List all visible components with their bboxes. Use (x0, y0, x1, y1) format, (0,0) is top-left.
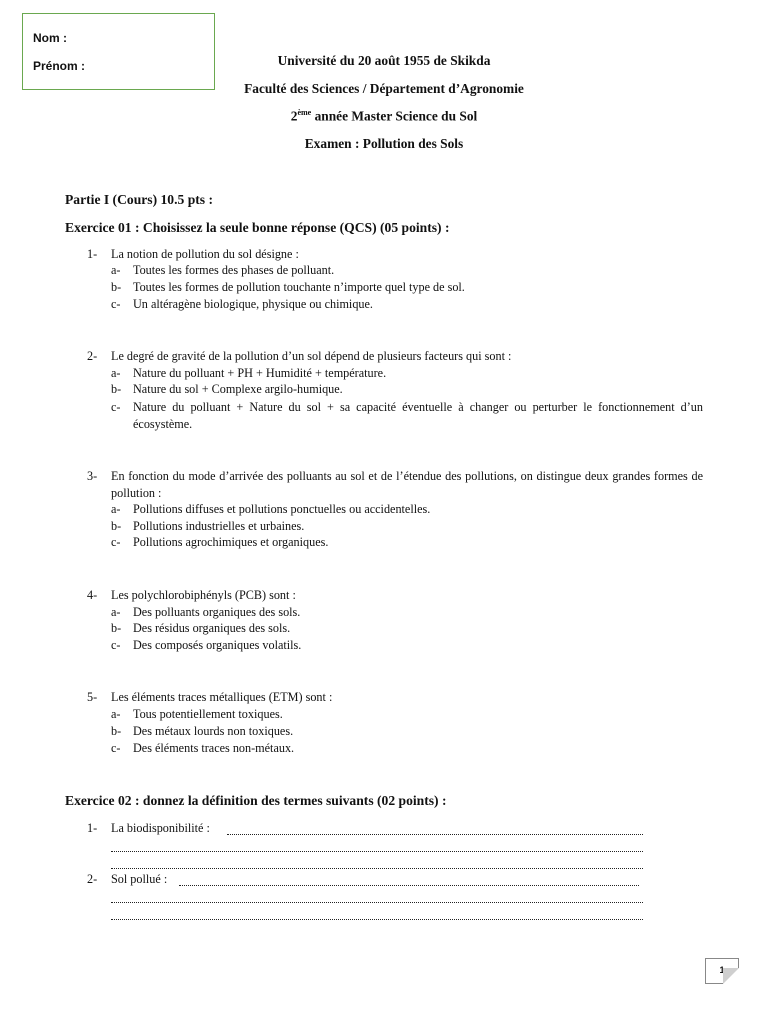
q5-option-b: Des métaux lourds non toxiques. (133, 724, 294, 738)
q3-option-c: Pollutions agrochimiques et organiques. (133, 535, 329, 549)
q1-option-b: Toutes les formes de pollution touchante n’importe quel type de sol. (133, 280, 465, 294)
q2-number: 2- (87, 349, 98, 363)
answer-line-2a[interactable] (179, 876, 639, 886)
q4-option-a: Des polluants organiques des sols. (133, 605, 301, 619)
q4-number: 4- (87, 588, 98, 602)
q2-option-b-letter: b- (111, 382, 122, 396)
q2-text: Le degré de gravité de la pollution d’un sol dépend de plusieurs facteurs qui sont : (111, 349, 512, 363)
prenom-label: Prénom : (33, 59, 86, 73)
q5-option-a-letter: a- (111, 707, 121, 721)
page-fold-icon (723, 968, 739, 984)
ex2-item2-number: 2- (87, 872, 98, 886)
level-rest: année Master Science du Sol (311, 108, 478, 124)
ex2-item2-term: Sol pollué : (111, 872, 168, 886)
q4-option-b: Des résidus organiques des sols. (133, 621, 291, 635)
q1-option-c-letter: c- (111, 297, 121, 311)
q4-option-a-letter: a- (111, 605, 121, 619)
q4-option-c: Des composés organiques volatils. (133, 638, 302, 652)
ex2-title: Exercice 02 : donnez la définition des termes suivants (02 points) : (65, 793, 447, 808)
q5-option-c: Des éléments traces non-métaux. (133, 741, 295, 755)
q3-option-a: Pollutions diffuses et pollutions ponctuelles ou accidentelles. (133, 502, 431, 516)
answer-line-1a[interactable] (227, 825, 643, 835)
q2-option-b: Nature du sol + Complexe argilo-humique. (133, 382, 343, 396)
answer-line-2b[interactable] (111, 893, 643, 903)
q1-text: La notion de pollution du sol désigne : (111, 247, 299, 261)
q1-option-c: Un altéragène biologique, physique ou chimique. (133, 297, 373, 311)
answer-line-2c[interactable] (111, 910, 643, 920)
q5-text: Les éléments traces métalliques (ETM) sont : (111, 690, 333, 704)
q3-text: En fonction du mode d’arrivée des polluants au sol et de l’étendue des pollutions, on distingue deux grandes formes de pollution : (111, 469, 703, 500)
nom-label: Nom : (33, 31, 67, 45)
name-box (22, 13, 215, 90)
q3-option-c-letter: c- (111, 535, 121, 549)
level-sup: ème (297, 108, 312, 117)
q4-text: Les polychlorobiphényls (PCB) sont : (111, 588, 296, 602)
q3-option-b: Pollutions industrielles et urbaines. (133, 519, 305, 533)
q3-option-a-letter: a- (111, 502, 121, 516)
answer-line-1c[interactable] (111, 859, 643, 869)
ex2-item1-term: La biodisponibilité : (111, 821, 210, 835)
q2-option-a-letter: a- (111, 366, 121, 380)
q4-option-b-letter: b- (111, 621, 122, 635)
page-number-box (705, 958, 739, 984)
faculty-title: Faculté des Sciences / Département d’Agronomie (244, 81, 524, 96)
university-title: Université du 20 août 1955 de Skikda (277, 53, 491, 68)
level-num: 2 (290, 108, 298, 124)
q1-option-a: Toutes les formes des phases de polluant. (133, 263, 335, 277)
ex2-item1-number: 1- (87, 821, 98, 835)
q1-number: 1- (87, 247, 98, 261)
exam-title: Examen : Pollution des Sols (304, 136, 464, 151)
q5-number: 5- (87, 690, 98, 704)
q5-option-b-letter: b- (111, 724, 122, 738)
part1-title: Partie I (Cours) 10.5 pts : (65, 192, 213, 207)
page-number: 1 (719, 965, 725, 975)
q3-option-b-letter: b- (111, 519, 122, 533)
q3-number: 3- (87, 469, 98, 483)
ex1-title: Exercice 01 : Choisissez la seule bonne réponse (QCS) (05 points) : (65, 220, 450, 235)
q5-option-c-letter: c- (111, 741, 121, 755)
q2-option-c-letter: c- (111, 400, 121, 414)
q1-option-a-letter: a- (111, 263, 121, 277)
answer-line-1b[interactable] (111, 842, 643, 852)
level-title (120, 108, 648, 124)
q2-option-a: Nature du polluant + PH + Humidité + température. (133, 366, 387, 380)
q1-option-b-letter: b- (111, 280, 122, 294)
q5-option-a: Tous potentiellement toxiques. (133, 707, 283, 721)
q4-option-c-letter: c- (111, 638, 121, 652)
q2-option-c: Nature du polluant + Nature du sol + sa capacité éventuelle à changer ou perturber le fonctionnement d’un écosystème. (133, 400, 703, 431)
